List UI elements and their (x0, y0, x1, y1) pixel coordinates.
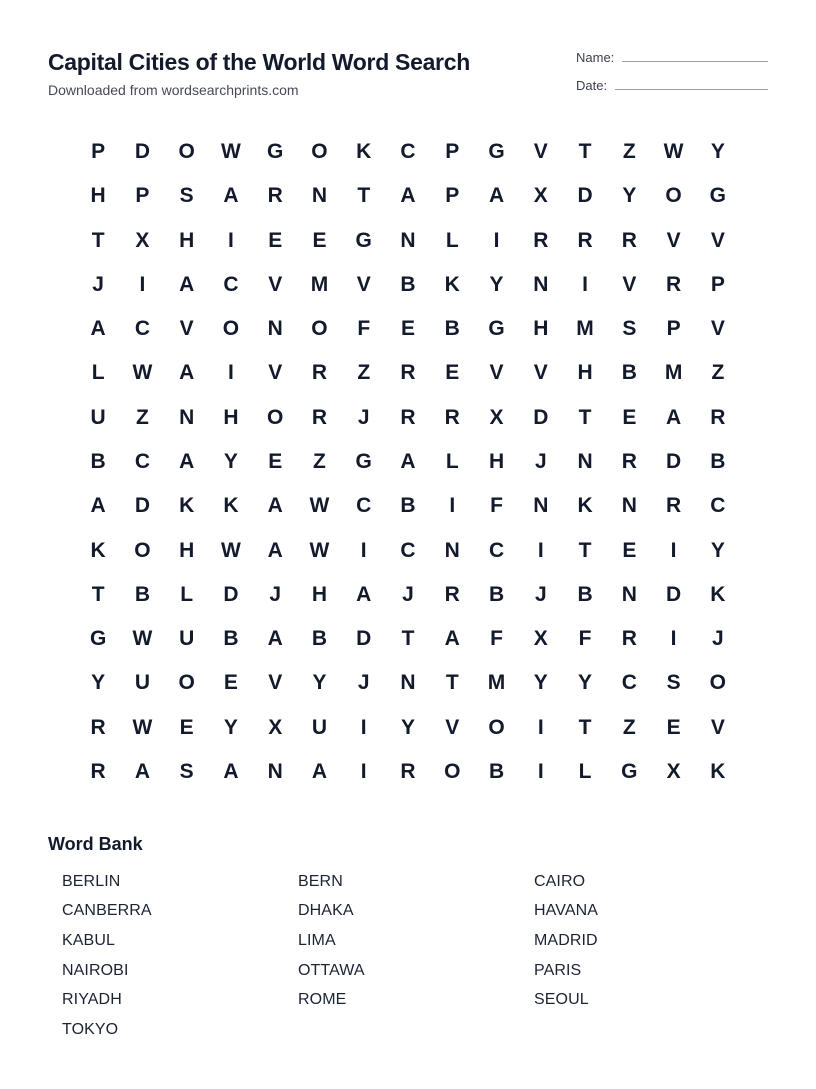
grid-letter: U (179, 627, 195, 651)
grid-letter: K (223, 494, 239, 518)
grid-letter: K (444, 272, 460, 296)
grid-letter: Z (135, 405, 149, 429)
grid-letter: Z (622, 715, 636, 739)
grid-letter: O (178, 140, 195, 164)
grid-letter: O (222, 317, 240, 341)
grid-letter: B (488, 759, 505, 783)
grid-letter: C (134, 449, 150, 473)
grid-letter: X (666, 759, 681, 783)
word-bank-item: CANBERRA (62, 902, 152, 920)
grid-letter: N (621, 582, 637, 606)
grid-letter: S (666, 671, 681, 695)
grid-letter: X (135, 228, 150, 252)
grid-letter: R (621, 627, 637, 651)
grid-letter: A (179, 272, 195, 296)
grid-letter: I (360, 715, 367, 739)
grid-letter: W (663, 140, 684, 164)
grid-letter: N (533, 494, 549, 518)
grid-letter: R (666, 494, 682, 518)
grid-letter: N (444, 538, 460, 562)
grid-letter: C (400, 538, 416, 562)
grid-letter: J (534, 449, 547, 473)
date-field[interactable] (576, 78, 768, 93)
grid-letter: T (578, 140, 592, 164)
name-line[interactable] (622, 60, 768, 62)
grid-letter: B (621, 361, 637, 385)
grid-letter: I (228, 361, 234, 385)
grid-letter: V (268, 671, 283, 695)
grid-letter: H (223, 405, 239, 429)
grid-letter: G (355, 449, 372, 473)
word-bank-item: OTTAWA (298, 961, 365, 979)
letter-grid (76, 130, 740, 794)
word-bank-item: BERLIN (62, 872, 121, 890)
grid-letter: E (666, 715, 681, 739)
grid-letter: G (355, 228, 372, 252)
grid-letter: R (90, 715, 106, 739)
grid-letter: N (621, 494, 637, 518)
word-bank (62, 867, 782, 1045)
grid-letter: X (489, 405, 504, 429)
grid-letter: I (228, 228, 234, 252)
grid-letter: P (666, 317, 681, 341)
word-bank-item: ROME (298, 991, 347, 1009)
grid-letter: D (533, 405, 549, 429)
grid-letter: H (488, 449, 505, 473)
grid-letter: M (664, 361, 683, 385)
grid-letter: H (577, 361, 593, 385)
grid-letter: A (267, 538, 283, 562)
grid-letter: W (221, 140, 241, 164)
word-bank-item: HAVANA (534, 902, 599, 920)
page-title: Capital Cities of the World Word Search (48, 49, 470, 75)
grid-letter: O (488, 715, 505, 739)
grid-letter: B (400, 272, 416, 296)
grid-letter: B (577, 582, 593, 606)
grid-letter: P (445, 184, 460, 208)
grid-letter: E (622, 405, 637, 429)
grid-letter: A (666, 405, 682, 429)
date-label: Date: (576, 78, 608, 93)
grid-letter: L (91, 361, 105, 385)
grid-letter: I (360, 759, 367, 783)
grid-letter: I (139, 272, 146, 296)
word-bank-item: CAIRO (534, 872, 586, 890)
grid-letter: S (179, 759, 194, 783)
grid-letter: H (179, 538, 195, 562)
grid-letter: Y (400, 715, 415, 739)
grid-letter: V (356, 272, 371, 296)
grid-letter: K (90, 538, 106, 562)
grid-letter: F (490, 627, 503, 651)
grid-letter: P (91, 140, 106, 164)
grid-letter: A (134, 759, 150, 783)
grid-letter: K (577, 494, 593, 518)
grid-letter: Y (710, 140, 725, 164)
grid-letter: T (91, 228, 105, 252)
grid-letter: V (489, 361, 504, 385)
grid-letter: A (179, 449, 195, 473)
grid-letter: X (268, 715, 283, 739)
grid-letter: M (487, 671, 506, 695)
grid-letter: N (400, 671, 416, 695)
grid-letter: V (533, 140, 548, 164)
grid-letter: U (311, 715, 328, 739)
grid-letter: R (666, 272, 682, 296)
grid-letter: U (134, 671, 150, 695)
word-bank-item: LIMA (298, 931, 336, 949)
grid-letter: Y (622, 184, 637, 208)
grid-letter: V (268, 361, 283, 385)
grid-letter: R (267, 184, 283, 208)
grid-letter: N (400, 228, 416, 252)
grid-letter: A (356, 582, 372, 606)
grid-letter: D (666, 449, 682, 473)
grid-letter: G (89, 627, 107, 651)
grid-letter: T (578, 538, 592, 562)
grid-letter: G (621, 759, 638, 783)
grid-letter: R (710, 405, 726, 429)
grid-letter: N (533, 272, 549, 296)
grid-letter: A (223, 759, 239, 783)
grid-letter: X (533, 627, 548, 651)
grid-letter: I (582, 272, 588, 296)
grid-letter: A (400, 184, 416, 208)
grid-letter: V (268, 272, 283, 296)
grid-letter: N (311, 184, 328, 208)
grid-letter: T (578, 405, 592, 429)
grid-letter: S (622, 317, 637, 341)
grid-letter: R (400, 405, 416, 429)
grid-letter: R (444, 405, 460, 429)
grid-letter: R (621, 228, 637, 252)
grid-letter: P (445, 140, 460, 164)
grid-letter: T (445, 671, 459, 695)
grid-letter: S (179, 184, 194, 208)
grid-letter: F (357, 317, 371, 341)
grid-letter: A (444, 627, 460, 651)
grid-letter: K (179, 494, 195, 518)
grid-letter: B (710, 449, 726, 473)
grid-letter: A (267, 494, 283, 518)
grid-letter: H (179, 228, 195, 252)
word-bank-item: NAIROBI (62, 961, 129, 979)
grid-letter: Z (711, 361, 725, 385)
grid-letter: Y (533, 671, 548, 695)
word-bank-item: RIYADH (62, 991, 122, 1009)
grid-letter: W (132, 715, 153, 739)
grid-letter: V (666, 228, 681, 252)
grid-letter: E (268, 228, 283, 252)
grid-letter: I (360, 538, 367, 562)
grid-letter: Y (489, 272, 504, 296)
name-field[interactable] (576, 50, 768, 65)
grid-letter: I (493, 228, 500, 252)
grid-letter: Z (622, 140, 636, 164)
grid-letter: B (444, 317, 460, 341)
grid-letter: B (134, 582, 150, 606)
grid-letter: O (178, 671, 195, 695)
grid-letter: R (621, 449, 637, 473)
grid-letter: B (400, 494, 416, 518)
word-bank-item: SEOUL (534, 991, 589, 1009)
grid-letter: Y (223, 449, 238, 473)
grid-letter: E (445, 361, 460, 385)
grid-letter: C (223, 272, 239, 296)
grid-letter: G (488, 140, 505, 164)
grid-letter: B (311, 627, 328, 651)
grid-letter: A (179, 361, 195, 385)
grid-letter: F (490, 494, 503, 518)
grid-letter: A (400, 449, 416, 473)
grid-letter: Y (223, 715, 238, 739)
name-label: Name: (576, 50, 615, 65)
grid-letter: Y (710, 538, 725, 562)
grid-letter: L (445, 449, 459, 473)
grid-letter: D (134, 494, 150, 518)
grid-letter: O (665, 184, 682, 208)
grid-letter: J (402, 582, 414, 606)
grid-letter: R (444, 582, 460, 606)
grid-letter: Z (357, 361, 371, 385)
grid-letter: M (310, 272, 329, 296)
grid-letter: C (134, 317, 150, 341)
grid-letter: T (357, 184, 371, 208)
grid-letter: V (710, 317, 725, 341)
grid-letter: D (134, 140, 150, 164)
grid-letter: B (223, 627, 239, 651)
grid-letter: J (357, 405, 370, 429)
source-subtitle: Downloaded from wordsearchprints.com (48, 82, 299, 98)
grid-letter: W (309, 494, 330, 518)
grid-letter: E (179, 715, 194, 739)
grid-letter: I (670, 627, 677, 651)
grid-letter: V (445, 715, 460, 739)
grid-letter: P (710, 272, 725, 296)
word-bank-item: PARIS (534, 961, 582, 979)
grid-letter: R (400, 759, 416, 783)
grid-letter: B (488, 582, 505, 606)
grid-letter: V (179, 317, 194, 341)
grid-letter: I (537, 759, 544, 783)
grid-letter: Z (313, 449, 326, 473)
word-bank-heading: Word Bank (48, 834, 143, 854)
grid-letter: J (712, 627, 724, 651)
grid-letter: J (534, 582, 547, 606)
grid-letter: H (533, 317, 549, 341)
grid-letter: A (311, 759, 328, 783)
grid-letter: T (578, 715, 592, 739)
grid-letter: I (537, 715, 544, 739)
grid-letter: E (223, 671, 238, 695)
grid-letter: E (268, 449, 283, 473)
word-bank-item: MADRID (534, 931, 598, 949)
grid-letter: V (710, 715, 725, 739)
word-bank-item: BERN (298, 872, 343, 890)
grid-letter: C (488, 538, 505, 562)
grid-letter: Y (578, 671, 593, 695)
grid-letter: G (488, 317, 505, 341)
grid-letter: O (311, 140, 328, 164)
grid-letter: E (312, 228, 327, 252)
grid-letter: U (90, 405, 106, 429)
grid-letter: Y (312, 671, 327, 695)
grid-letter: R (400, 361, 416, 385)
grid-letter: D (577, 184, 593, 208)
grid-letter: M (576, 317, 594, 341)
grid-letter: V (710, 228, 725, 252)
grid-letter: J (357, 671, 370, 695)
grid-letter: J (269, 582, 282, 606)
grid-letter: W (221, 538, 241, 562)
grid-letter: X (533, 184, 548, 208)
word-bank-item: TOKYO (62, 1020, 119, 1038)
grid-letter: W (132, 361, 153, 385)
grid-letter: H (311, 582, 328, 606)
grid-letter: A (90, 494, 106, 518)
grid-letter: R (90, 759, 106, 783)
grid-letter: P (135, 184, 150, 208)
grid-letter: H (90, 184, 106, 208)
grid-letter: W (309, 538, 330, 562)
grid-letter: C (400, 140, 416, 164)
grid-letter: B (90, 449, 106, 473)
grid-letter: D (356, 627, 372, 651)
grid-letter: L (445, 228, 459, 252)
grid-letter: C (710, 494, 726, 518)
grid-letter: K (710, 759, 726, 783)
grid-letter: D (666, 582, 682, 606)
grid-letter: L (578, 759, 592, 783)
grid-letter: O (311, 317, 328, 341)
grid-letter: O (134, 538, 151, 562)
grid-letter: J (92, 272, 104, 296)
grid-letter: I (537, 538, 544, 562)
word-bank-item: KABUL (62, 931, 115, 949)
grid-letter: T (401, 627, 415, 651)
grid-letter: G (709, 184, 727, 208)
grid-letter: E (622, 538, 637, 562)
grid-letter: N (577, 449, 593, 473)
grid-letter: E (400, 317, 415, 341)
grid-letter: A (90, 317, 106, 341)
grid-letter: Y (91, 671, 106, 695)
grid-letter: N (267, 317, 283, 341)
grid-letter: T (91, 582, 105, 606)
grid-letter: C (621, 671, 637, 695)
grid-letter: I (449, 494, 456, 518)
grid-letter: K (710, 582, 726, 606)
grid-letter: C (356, 494, 372, 518)
grid-letter: O (709, 671, 727, 695)
grid-letter: V (533, 361, 548, 385)
grid-letter: R (577, 228, 593, 252)
grid-letter: A (223, 184, 239, 208)
grid-letter: O (267, 405, 284, 429)
grid-letter: D (223, 582, 239, 606)
grid-letter: R (533, 228, 549, 252)
grid-letter: R (311, 361, 328, 385)
grid-letter: A (267, 627, 283, 651)
grid-letter: V (622, 272, 637, 296)
grid-letter: A (488, 184, 505, 208)
grid-letter: K (356, 140, 372, 164)
grid-letter: O (444, 759, 461, 783)
grid-letter: L (180, 582, 194, 606)
grid-letter: F (578, 627, 592, 651)
grid-letter: R (311, 405, 328, 429)
grid-letter: I (670, 538, 677, 562)
date-line[interactable] (615, 88, 768, 90)
grid-letter: W (132, 627, 153, 651)
word-bank-item: DHAKA (298, 902, 354, 920)
grid-letter: G (267, 140, 284, 164)
grid-letter: N (179, 405, 195, 429)
grid-letter: N (267, 759, 283, 783)
